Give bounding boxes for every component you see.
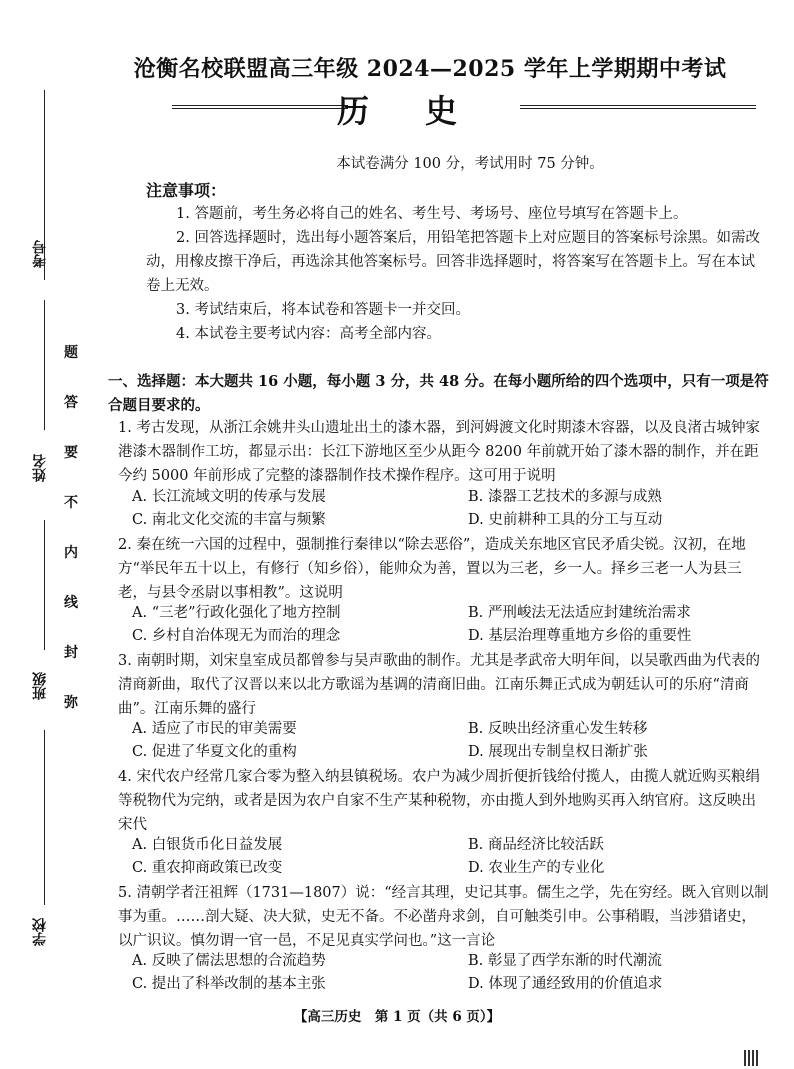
question-1-option-c: C. 南北文化交流的丰富与频繁 [132, 512, 326, 528]
question-3-option-c: C. 促进了华夏文化的重构 [132, 744, 297, 760]
question-1-option-d: D. 史前耕种工具的分工与互动 [468, 512, 663, 528]
question-3-option-a: A. 适应了市民的审美需要 [132, 721, 297, 737]
label-name: 姓名 [32, 454, 48, 482]
page-footer: 【高三历史 第 1 页（共 6 页）】 [293, 1009, 501, 1025]
seal-char: 封 [64, 645, 78, 661]
binding-line [44, 520, 45, 650]
seal-char: 要 [64, 445, 78, 461]
subject-title: 历史 [336, 92, 513, 130]
question-5-option-a: A. 反映了儒法思想的合流趋势 [132, 953, 326, 969]
exam-title: 沧衡名校联盟高三年级 2024—2025 学年上学期期中考试 [133, 56, 727, 82]
label-exam-number: 考号 [32, 240, 48, 268]
question-2-option-a: A. “三老”行政化强化了地方控制 [132, 605, 341, 621]
question-5-stem: 5. 清朝学者汪祖辉（1731—1807）说：“经言其理，史记其事。儒生之学，先在穷经。既入官则以制事为重。……剖大疑、决大狱，史无不备。不必凿舟求剑，自可触类引申。公事稍暇，当涉猎诸史，以广识议。慎勿谓一官一邑，不足见真实学问也。”这一言论 [118, 885, 769, 949]
note-item: 4. 本试卷主要考试内容：高考全部内容。 [176, 326, 441, 342]
question-4-option-d: D. 农业生产的专业化 [468, 860, 605, 876]
seal-char: 线 [64, 595, 78, 611]
seal-char: 内 [64, 545, 78, 561]
notes-title: 注意事项： [146, 181, 227, 200]
question-3-stem: 3. 南朝时期，刘宋皇室成员都曾参与吴声歌曲的制作。尤其是孝武帝大明年间，以吴歌西曲为代表的清商新曲，取代了汉晋以来以北方歌谣为基调的清商旧曲。江南乐舞正式成为朝廷认可的乐府“清商曲”。江南乐舞的盛行 [118, 653, 760, 717]
question-3-option-b: B. 反映出经济重心发生转移 [468, 721, 648, 737]
question-2-option-d: D. 基层治理尊重地方乡俗的重要性 [468, 628, 692, 644]
question-5-option-b: B. 彰显了西学东渐的时代潮流 [468, 953, 662, 969]
exam-meta: 本试卷满分 100 分，考试用时 75 分钟。 [336, 156, 604, 172]
label-class: 班级 [32, 672, 48, 700]
qr-code-icon [744, 1050, 760, 1066]
question-1-option-a: A. 长江流域文明的传承与发展 [132, 489, 326, 505]
title-rule [520, 108, 756, 109]
binding-line [44, 730, 45, 905]
seal-char: 弥 [64, 695, 78, 711]
question-2-option-b: B. 严刑峻法无法适应封建统治需求 [468, 605, 691, 621]
question-5-option-d: D. 体现了通经致用的价值追求 [468, 976, 663, 992]
question-2-option-c: C. 乡村自治体现无为而治的理念 [132, 628, 341, 644]
question-2-stem: 2. 秦在统一六国的过程中，强制推行秦律以“除去恶俗”，造成关东地区官民矛盾尖锐。汉初，在地方“举民年五十以上，有修行（知乡俗），能帅众为善，置以为三老，乡一人。择乡三老一人为县三老，与县令丞尉以事相教”。这说明 [118, 537, 746, 601]
binding-margin [0, 0, 100, 1069]
question-4-option-c: C. 重农抑商政策已改变 [132, 860, 283, 876]
question-1-option-b: B. 漆器工艺技术的多源与成熟 [468, 489, 662, 505]
title-rule [520, 105, 756, 106]
label-school: 学校 [32, 918, 48, 946]
question-1-stem: 1. 考古发现，从浙江余姚井头山遗址出土的漆木器，到河姆渡文化时期漆木容器，以及良渚古城钟家港漆木器制作工坊，都显示出：长江下游地区至少从距今 8200 年前就开始了漆木器的制作，并在距今约 5000 年前形成了完整的漆器制作技术操作程序。这可用于说明 [118, 420, 760, 484]
question-4-option-a: A. 白银货币化日益发展 [132, 837, 283, 853]
question-5-option-c: C. 提出了科举改制的基本主张 [132, 976, 326, 992]
seal-char: 题 [64, 345, 78, 361]
note-item: 3. 考试结束后，将本试卷和答题卡一并交回。 [176, 302, 470, 318]
question-4-stem: 4. 宋代农户经常几家合零为整入纳县镇税场。农户为减少周折便折钱给付揽人，由揽人就近购买粮绢等税物代为完纳，或者是因为农户自家不生产某种税物，亦由揽人到外地购买再入纳官府。这反映出宋代 [118, 769, 760, 833]
seal-char: 答 [64, 395, 78, 411]
question-3-option-d: D. 展现出专制皇权日渐扩张 [468, 744, 648, 760]
question-4-option-b: B. 商品经济比较活跃 [468, 837, 604, 853]
section-heading: 一、选择题：本大题共 16 小题，每小题 3 分，共 48 分。在每小题所给的四个选项中，只有一项是符合题目要求的。 [108, 373, 769, 414]
binding-line [44, 300, 45, 430]
note-item: 2. 回答选择题时，选出每小题答案后，用铅笔把答题卡上对应题目的答案标号涂黑。如需改动，用橡皮擦干净后，再选涂其他答案标号。回答非选择题时，将答案写在答题卡上。写在本试卷上无效。 [146, 230, 760, 294]
note-item: 1. 答题前，考生务必将自己的姓名、考生号、考场号、座位号填写在答题卡上。 [176, 206, 688, 222]
seal-char: 不 [64, 495, 78, 511]
